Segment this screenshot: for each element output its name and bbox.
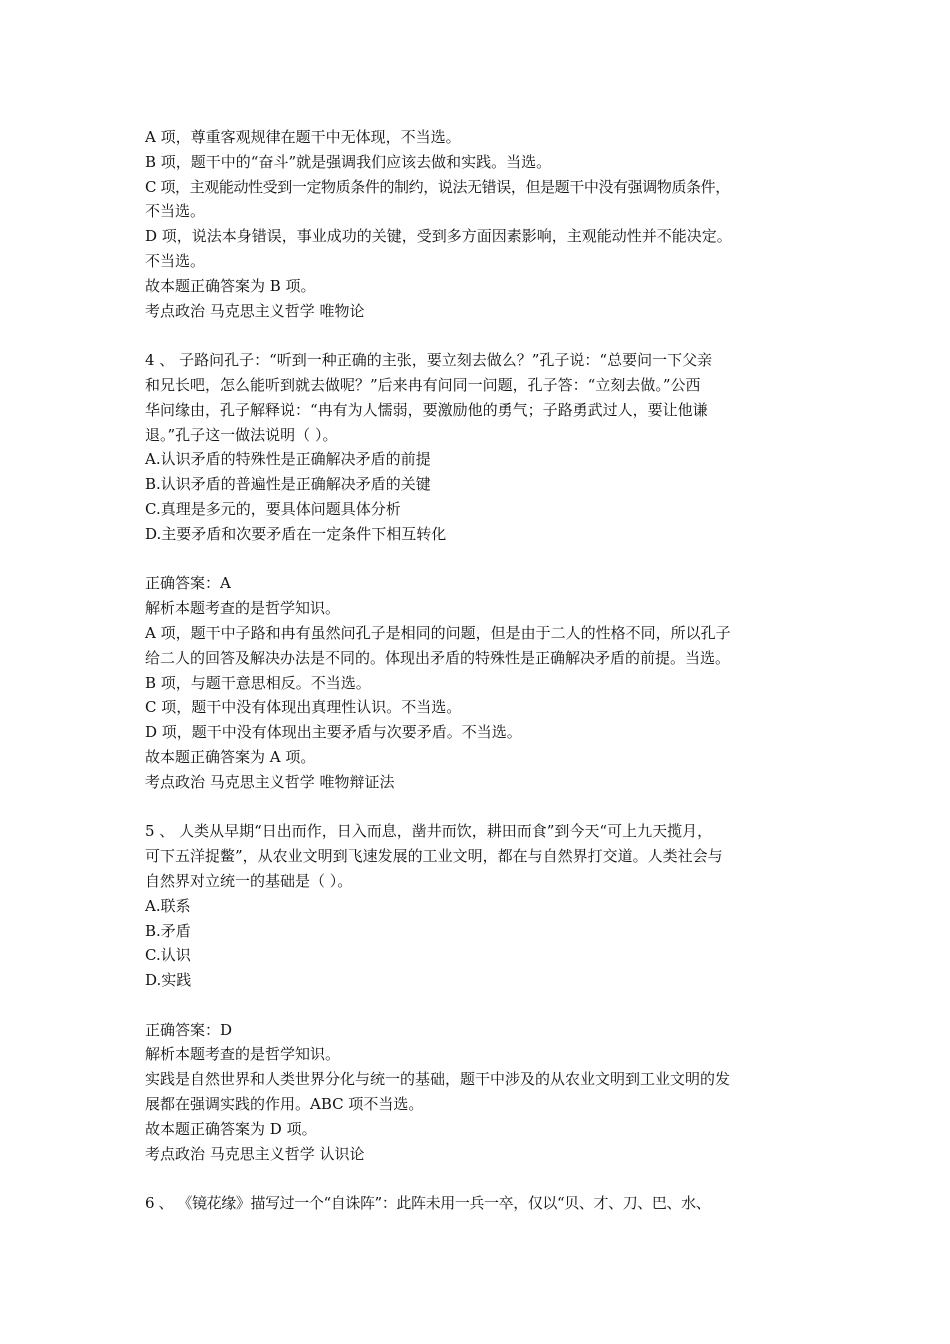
option-a: A.认识矛盾的特殊性是正确解决矛盾的前提 (145, 450, 431, 469)
conclusion-line: 故本题正确答案为 D 项。 (145, 1119, 317, 1138)
option-a: A.联系 (145, 896, 191, 915)
question-5 (145, 819, 815, 1166)
correct-answer: 正确答案：D (145, 1020, 233, 1039)
analysis-line: B 项，题干中的“奋斗”就是强调我们应该去做和实践。当选。 (145, 152, 552, 171)
conclusion-line: 故本题正确答案为 A 项。 (145, 747, 316, 766)
option-c: C.认识 (145, 946, 191, 965)
question-stem-line: 自然界对立统一的基础是（ ）。 (145, 871, 353, 890)
analysis-line: 展都在强调实践的作用。ABC 项不当选。 (145, 1095, 424, 1114)
paragraph-gap (145, 993, 815, 1018)
correct-answer: 正确答案：A (145, 574, 231, 593)
option-d: D.主要矛盾和次要矛盾在一定条件下相互转化 (145, 524, 447, 543)
conclusion-line: 故本题正确答案为 B 项。 (145, 276, 316, 295)
analysis-line: A 项，尊重客观规律在题干中无体现，不当选。 (145, 128, 461, 146)
question-stem-line: 退。”孔子这一做法说明（ ）。 (145, 425, 338, 444)
analysis-line: 实践是自然世界和人类世界分化与统一的基础，题干中涉及的从农业文明到工业文明的发 (145, 1070, 731, 1089)
question-stem-line: 和兄长吧，怎么能听到就去做呢？”后来冉有问同一问题，孔子答：“立刻去做。”公西 (145, 375, 701, 394)
option-b: B.认识矛盾的普遍性是正确解决矛盾的关键 (145, 475, 431, 494)
topic-line: 考点政治 马克思主义哲学 认识论 (145, 1144, 365, 1163)
analysis-line: 给二人的回答及解决办法是不同的。体现出矛盾的特殊性是正确解决矛盾的前提。当选。 (145, 648, 731, 667)
analysis-line: 不当选。 (145, 202, 206, 221)
option-d: D.实践 (145, 971, 192, 990)
question-stem-line: 4 、 子路问孔子：“听到一种正确的主张，要立刻去做么？”孔子说：“总要问一下父亲 (145, 351, 713, 370)
question-stem-line: 华问缘由，孔子解释说：“冉有为人懦弱，要激励他的勇气；子路勇武过人，要让他谦 (145, 400, 708, 419)
analysis-line: C 项，主观能动性受到一定物质条件的制约，说法无错误，但是题干中没有强调物质条件， (145, 177, 730, 196)
paragraph-gap (145, 547, 815, 572)
question-3-analysis-tail (145, 125, 815, 323)
analysis-line: D 项，题干中没有体现出主要矛盾与次要矛盾。不当选。 (145, 723, 522, 742)
question-stem-line: 5 、 人类从早期“日出而作，日入而息，凿井而饮，耕田而食”到今天“可上九天揽月， (145, 822, 713, 841)
option-b: B.矛盾 (145, 921, 191, 940)
paragraph-gap (145, 323, 815, 348)
option-c: C.真理是多元的，要具体问题具体分析 (145, 499, 401, 518)
question-4 (145, 348, 815, 794)
analysis-line: 解析本题考查的是哲学知识。 (145, 599, 341, 618)
analysis-line: 解析本题考查的是哲学知识。 (145, 1045, 341, 1064)
paragraph-gap (145, 1166, 815, 1191)
analysis-line: 不当选。 (145, 251, 206, 270)
document-body (145, 125, 815, 1216)
question-stem-line: 可下五洋捉鳖”，从农业文明到飞速发展的工业文明，都在与自然界打交道。人类社会与 (145, 847, 723, 866)
paragraph-gap (145, 795, 815, 820)
analysis-line: A 项，题干中子路和冉有虽然问孔子是相同的问题，但是由于二人的性格不同，所以孔子 (145, 623, 731, 642)
question-stem-line: 6 、 《镜花缘》描写过一个“自诛阵”：此阵未用一兵一卒，仅以“贝、才、刀、巴、水、 (145, 1194, 711, 1213)
question-6 (145, 1191, 815, 1216)
topic-line: 考点政治 马克思主义哲学 唯物论 (145, 301, 365, 320)
analysis-line: C 项，题干中没有体现出真理性认识。不当选。 (145, 698, 462, 717)
analysis-line: B 项，与题干意思相反。不当选。 (145, 673, 371, 692)
analysis-line: D 项，说法本身错误，事业成功的关键，受到多方面因素影响，主观能动性并不能决定。 (145, 227, 732, 246)
topic-line: 考点政治 马克思主义哲学 唯物辩证法 (145, 772, 395, 791)
